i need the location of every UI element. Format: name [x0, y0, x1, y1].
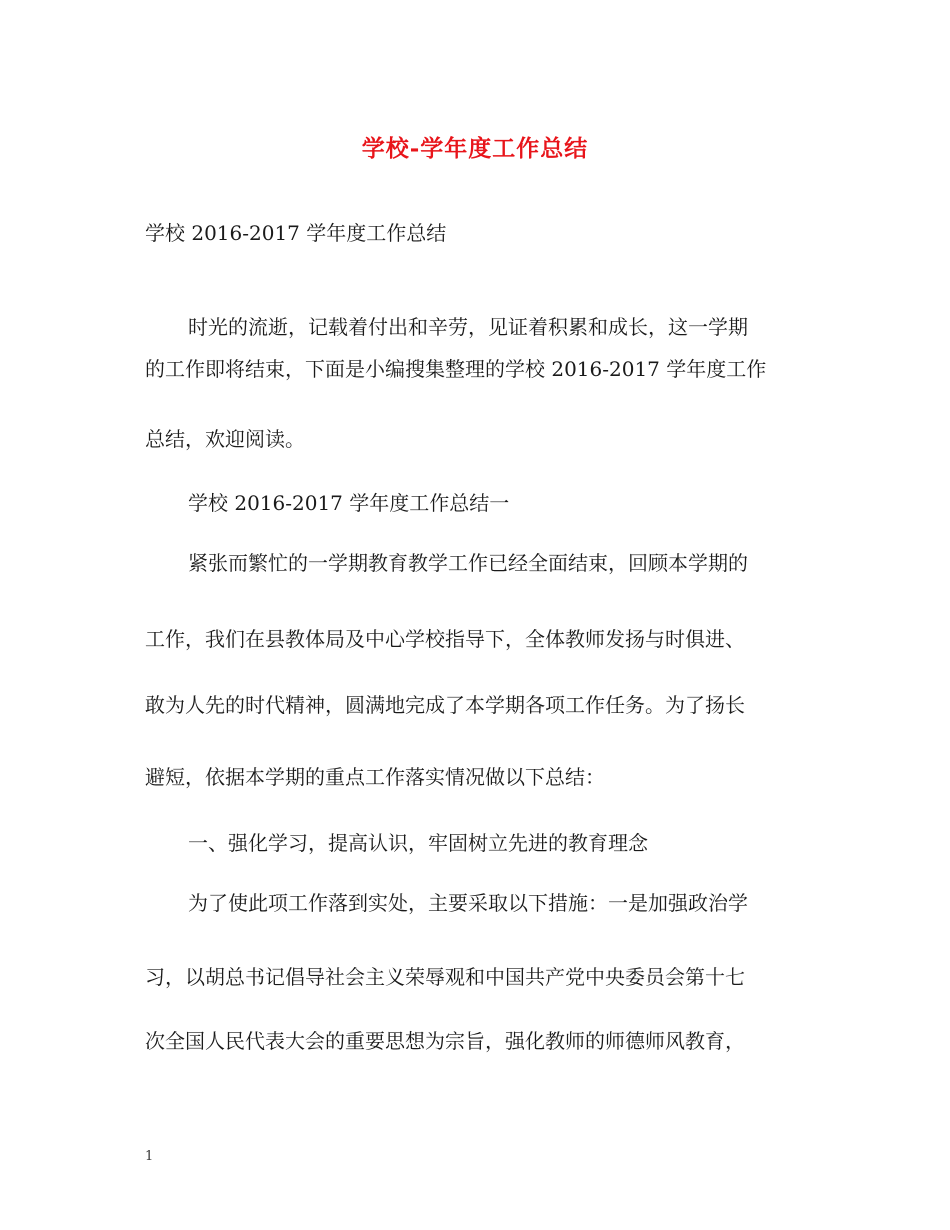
paragraph-line: 时光的流逝，记载着付出和辛劳，见证着积累和成长，这一学期	[188, 315, 748, 339]
paragraph-line: 习，以胡总书记倡导社会主义荣辱观和中国共产党中央委员会第十七	[145, 965, 745, 989]
paragraph-line: 次全国人民代表大会的重要思想为宗旨，强化教师的师德师风教育，	[145, 1029, 745, 1053]
paragraph-line: 工作，我们在县教体局及中心学校指导下，全体教师发扬与时俱进、	[145, 627, 745, 651]
paragraph-line: 紧张而繁忙的一学期教育教学工作已经全面结束，回顾本学期的	[188, 551, 748, 575]
paragraph-line: 的工作即将结束，下面是小编搜集整理的学校 2016-2017 学年度工作	[145, 357, 767, 381]
section-heading: 一、强化学习，提高认识，牢固树立先进的教育理念	[188, 831, 648, 855]
document-title: 学校-学年度工作总结	[361, 135, 589, 162]
paragraph-line: 为了使此项工作落到实处，主要采取以下措施：一是加强政治学	[188, 891, 748, 915]
document-subtitle: 学校 2016-2017 学年度工作总结	[145, 221, 447, 245]
page-number: 1	[145, 1149, 154, 1164]
paragraph-line: 敢为人先的时代精神，圆满地完成了本学期各项工作任务。为了扬长	[145, 693, 745, 717]
paragraph-line: 总结，欢迎阅读。	[145, 427, 305, 451]
paragraph-line: 避短，依据本学期的重点工作落实情况做以下总结：	[145, 765, 605, 789]
section-heading: 学校 2016-2017 学年度工作总结一	[188, 491, 510, 515]
